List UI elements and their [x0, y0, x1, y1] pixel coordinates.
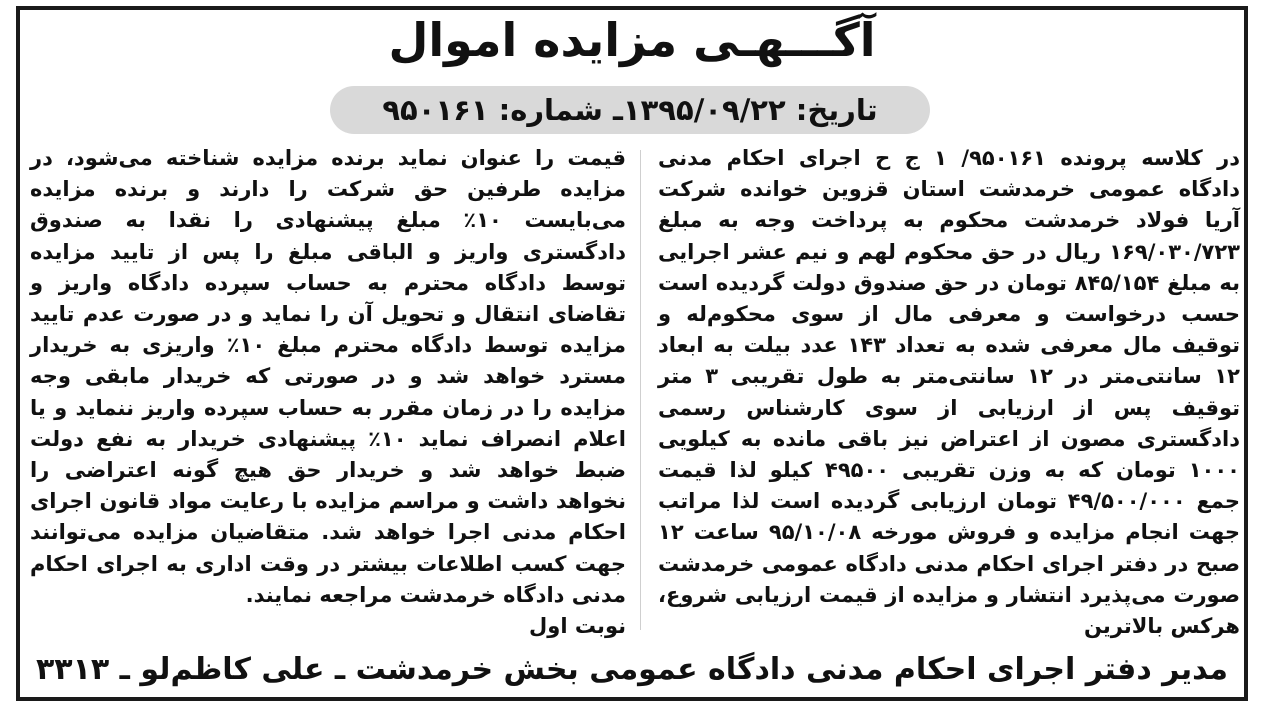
column-divider: [640, 150, 641, 630]
notice-title: آگـــهـی مزایده اموال: [388, 13, 876, 67]
notice-body-left-column: [30, 143, 626, 642]
signature-footer: مدیر دفتر اجرای احکام مدنی دادگاه عمومی بخش خرمدشت ـ علی کاظم‌لو ـ ۳۳۱۳: [35, 652, 1228, 687]
body-paragraph-right: در کلاسه پرونده ۹۵۰۱۶۱/ ۱ ج ح اجرای احکام مدنی دادگاه عمومی خرمدشت استان قزوین خوانده شرکت آریا فولاد خرمدشت محکوم به پرداخت وجه به مبلغ ۱۶۹/۰۳۰/۷۲۳ ریال در حق محکوم لهم و نیم عشر اجرایی به مبلغ ۸۴۵/۱۵۴ تومان در حق صندوق دولت گردیده است حسب درخواست و معرفی مال از سوی محکوم‌له و توقیف مال معرفی شده به تعداد ۱۴۳ عدد بیلت به ابعاد ۱۲ سانتی‌متر در ۱۲ سانتی‌متر به طول تقریبی ۳ متر توقیف پس از ارزیابی از سوی کارشناس رسمی دادگستری مصون از اعتراض نیز باقی مانده به کیلویی ۱۰۰۰ تومان که به وزن تقریبی ۴۹۵۰۰ کیلو لذا قیمت جمع ۴۹/۵۰۰/۰۰۰ تومان ارزیابی گردیده است لذا مراتب جهت انجام مزایده و فروش مورخه ۹۵/۱۰/۰۸ ساعت ۱۲ صبح در دفتر اجرای احکام مدنی دادگاه عمومی خرمدشت صورت می‌پذیرد انتشار و مزایده از قیمت ارزیابی شروع، هرکس بالاترین: [658, 146, 1241, 639]
turn-label: نوبت اول: [529, 614, 626, 639]
notice-body-right-column: [658, 143, 1240, 642]
date-number-banner: تاریخ: ۱۳۹۵/۰۹/۲۲ـ شماره: ۹۵۰۱۶۱: [330, 86, 930, 134]
body-paragraph-left: قیمت را عنوان نماید برنده مزایده شناخته می‌شود، در مزایده طرفین حق شرکت را دارند و برنده مزایده می‌بایست ۱۰٪ مبلغ پیشنهادی را نقدا به صندوق دادگستری واریز و الباقی مبلغ را پس از تایید مزایده توسط دادگاه محترم به حساب سپرده دادگاه واریز و تقاضای انتقال و تحویل آن را نماید و در صورت عدم تایید مزایده توسط دادگاه محترم مبلغ ۱۰٪ واریزی به خریدار مسترد خواهد شد و در صورتی که خریدار مابقی وجه مزایده را در زمان مقرر به حساب سپرده واریز ننماید و یا اعلام انصراف نماید ۱۰٪ پیشنهادی خریدار به نفع دولت ضبط خواهد شد و خریدار حق هیچ گونه اعتراضی را نخواهد داشت و مراسم مزایده با رعایت مواد قانون اجرای احکام مدنی اجرا خواهد شد. متقاضیان مزایده می‌توانند جهت کسب اطلاعات بیشتر در وقت اداری به اجرای احکام مدنی دادگاه خرمدشت مراجعه نمایند.: [30, 146, 626, 607]
